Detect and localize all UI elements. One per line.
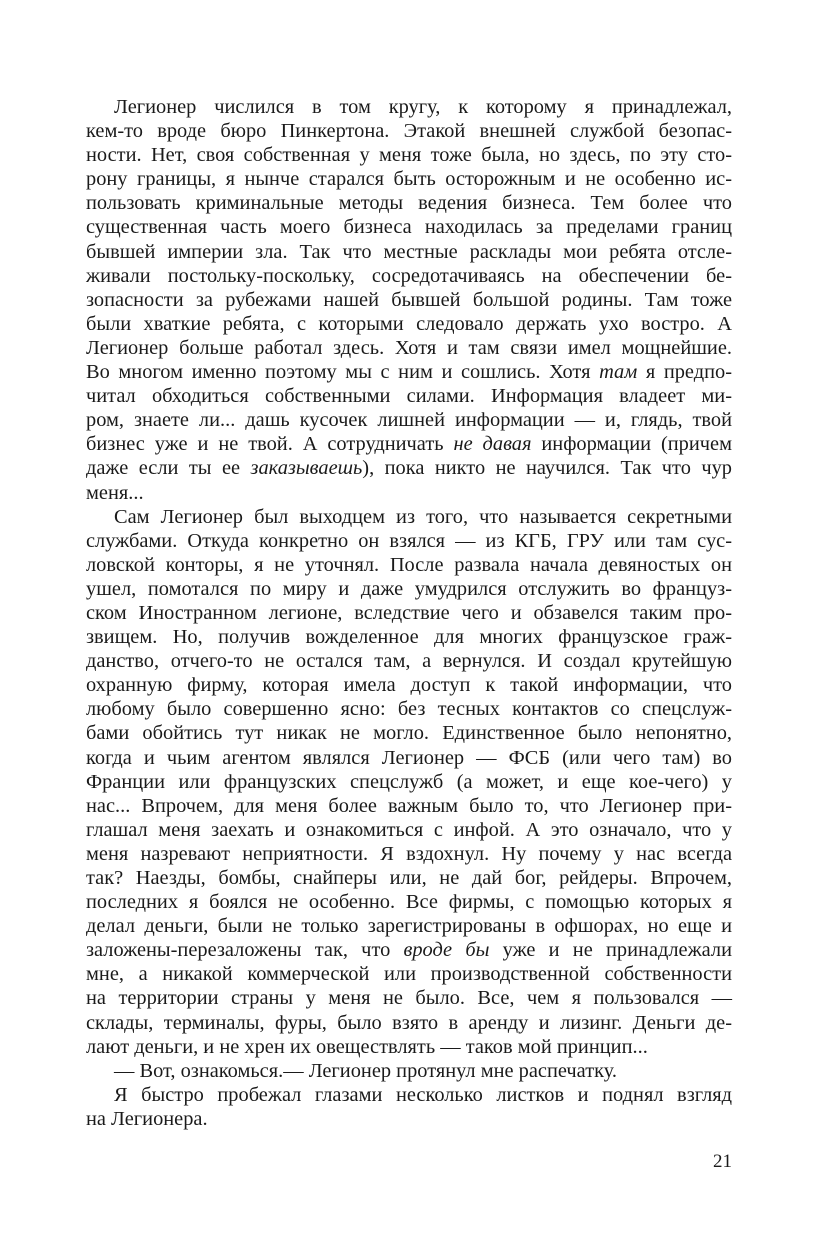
text-line: последних я боялся не особенно. Все фирмы, с помощью которых я: [86, 891, 732, 914]
text-line: читал обходиться собственными силами. Информация владеет ми-: [86, 385, 732, 408]
text-line: охранную фирму, которая имела доступ к такой информации, что: [86, 674, 732, 697]
text-line: на Легионера.: [86, 1107, 208, 1130]
text-line: ушел, помотался по миру и даже умудрился отслужить во француз-: [86, 577, 732, 600]
text-line: [86, 432, 732, 456]
text-line: бывшей империи зла. Так что местные расклады мои ребята отсле-: [86, 240, 732, 263]
text-segment: информации (причем: [531, 433, 732, 456]
text-line: бами обойтись тут никак не могло. Единственное было непонятно,: [86, 722, 732, 745]
text-segment: уже и не принадлежали: [489, 939, 732, 962]
dialogue-line: — Вот, ознакомься.— Легионер протянул мне распечатку.: [114, 1059, 617, 1082]
book-page-text: [86, 95, 732, 1131]
italic-text: не давая: [453, 433, 532, 456]
paragraph-3-dialogue: [86, 1059, 732, 1083]
page-number: 21: [713, 1151, 732, 1172]
text-line: на территории страны у меня не было. Все, чем я пользовался —: [86, 987, 732, 1010]
text-line: пользовать криминальные методы ведения бизнеса. Тем более что: [86, 192, 732, 215]
text-segment: бизнес уже и не твой. А сотрудничать: [86, 433, 454, 456]
italic-text: вроде бы: [403, 939, 490, 962]
text-line: [86, 456, 732, 480]
text-line: Сам Легионер был выходцем из того, что называется секретными: [114, 505, 732, 528]
text-line: так? Наезды, бомбы, снайперы или, не дай бог, рейдеры. Впрочем,: [86, 867, 732, 889]
text-line: живали постольку-поскольку, сосредотачиваясь на обеспечении бе-: [86, 264, 732, 287]
text-line: любому было совершенно ясно: без тесных контактов со спецслуж-: [86, 698, 732, 721]
text-segment: заложены-перезаложены так, что: [86, 939, 404, 962]
text-line: [86, 938, 732, 962]
text-line: ности. Нет, своя собственная у меня тоже была, но здесь, по эту сто-: [86, 144, 732, 167]
text-line: звищем. Но, получив вожделенное для многих французское граж-: [86, 626, 732, 649]
text-line: ром, знаете ли... дашь кусочек лишней информации — и, глядь, твой: [86, 409, 732, 432]
paragraph-2: [86, 505, 732, 1059]
text-line: [86, 360, 732, 384]
text-segment: ), пока никто не научился. Так что чур: [362, 457, 732, 480]
text-line: меня назревают неприятности. Я вздохнул. Ну почему у нас всегда: [86, 842, 732, 865]
text-line: кем-то вроде бюро Пинкертона. Этакой внешней службой безопас-: [86, 120, 732, 143]
text-line: делал деньги, были не только зарегистрированы в офшорах, но еще и: [86, 915, 732, 938]
text-line: Легионер числился в том кругу, к которому я принадлежал,: [114, 96, 732, 118]
text-line: Я быстро пробежал глазами несколько листков и поднял взгляд: [114, 1083, 732, 1106]
text-line: Франции или французских спецслужб (а может, и еще кое-чего) у: [86, 770, 732, 793]
text-line: ском Иностранном легионе, вследствие чего и обзавелся таким про-: [86, 601, 732, 624]
text-line: зопасности за рубежами нашей бывшей большой родины. Там тоже: [86, 288, 732, 311]
text-line: ловской конторы, я не уточнял. После развала начала девяностых он: [86, 553, 732, 576]
text-line: данство, отчего-то не остался там, а вернулся. И создал крутейшую: [86, 650, 732, 673]
text-segment: я предпо-: [637, 361, 732, 384]
text-line: были хваткие ребята, с которыми следовало держать ухо востро. А: [86, 312, 732, 335]
paragraph-1: [86, 95, 732, 505]
text-segment: даже если ты ее: [86, 457, 251, 480]
text-line: мне, а никакой коммерческой или производственной собственности: [86, 963, 732, 986]
text-line: глашал меня заехать и ознакомиться с инфой. А это означало, что у: [86, 818, 732, 841]
text-segment: Во многом именно поэтому мы с ним и сошлись. Хотя: [86, 361, 600, 384]
text-line: Легионер больше работал здесь. Хотя и там связи имел мощнейшие.: [86, 336, 732, 359]
text-line: нас... Впрочем, для меня более важным было то, что Легионер при-: [86, 794, 732, 817]
italic-text: там: [599, 361, 638, 384]
text-line: рону границы, я нынче старался быть осторожным и не особенно ис-: [86, 168, 732, 191]
text-line: когда и чьим агентом являлся Легионер — ФСБ (или чего там) во: [86, 746, 732, 769]
text-line: лают деньги, и не хрен их овеществлять — таков мой принцип...: [86, 1035, 648, 1058]
italic-text: заказываешь: [250, 457, 363, 480]
text-line: склады, терминалы, фуры, было взято в аренду и лизинг. Деньги де-: [86, 1011, 732, 1034]
text-line: меня...: [86, 481, 144, 504]
paragraph-4: [86, 1083, 732, 1131]
text-line: службами. Откуда конкретно он взялся — из КГБ, ГРУ или там сус-: [86, 529, 732, 552]
text-line: существенная часть моего бизнеса находилась за пределами границ: [86, 216, 732, 239]
